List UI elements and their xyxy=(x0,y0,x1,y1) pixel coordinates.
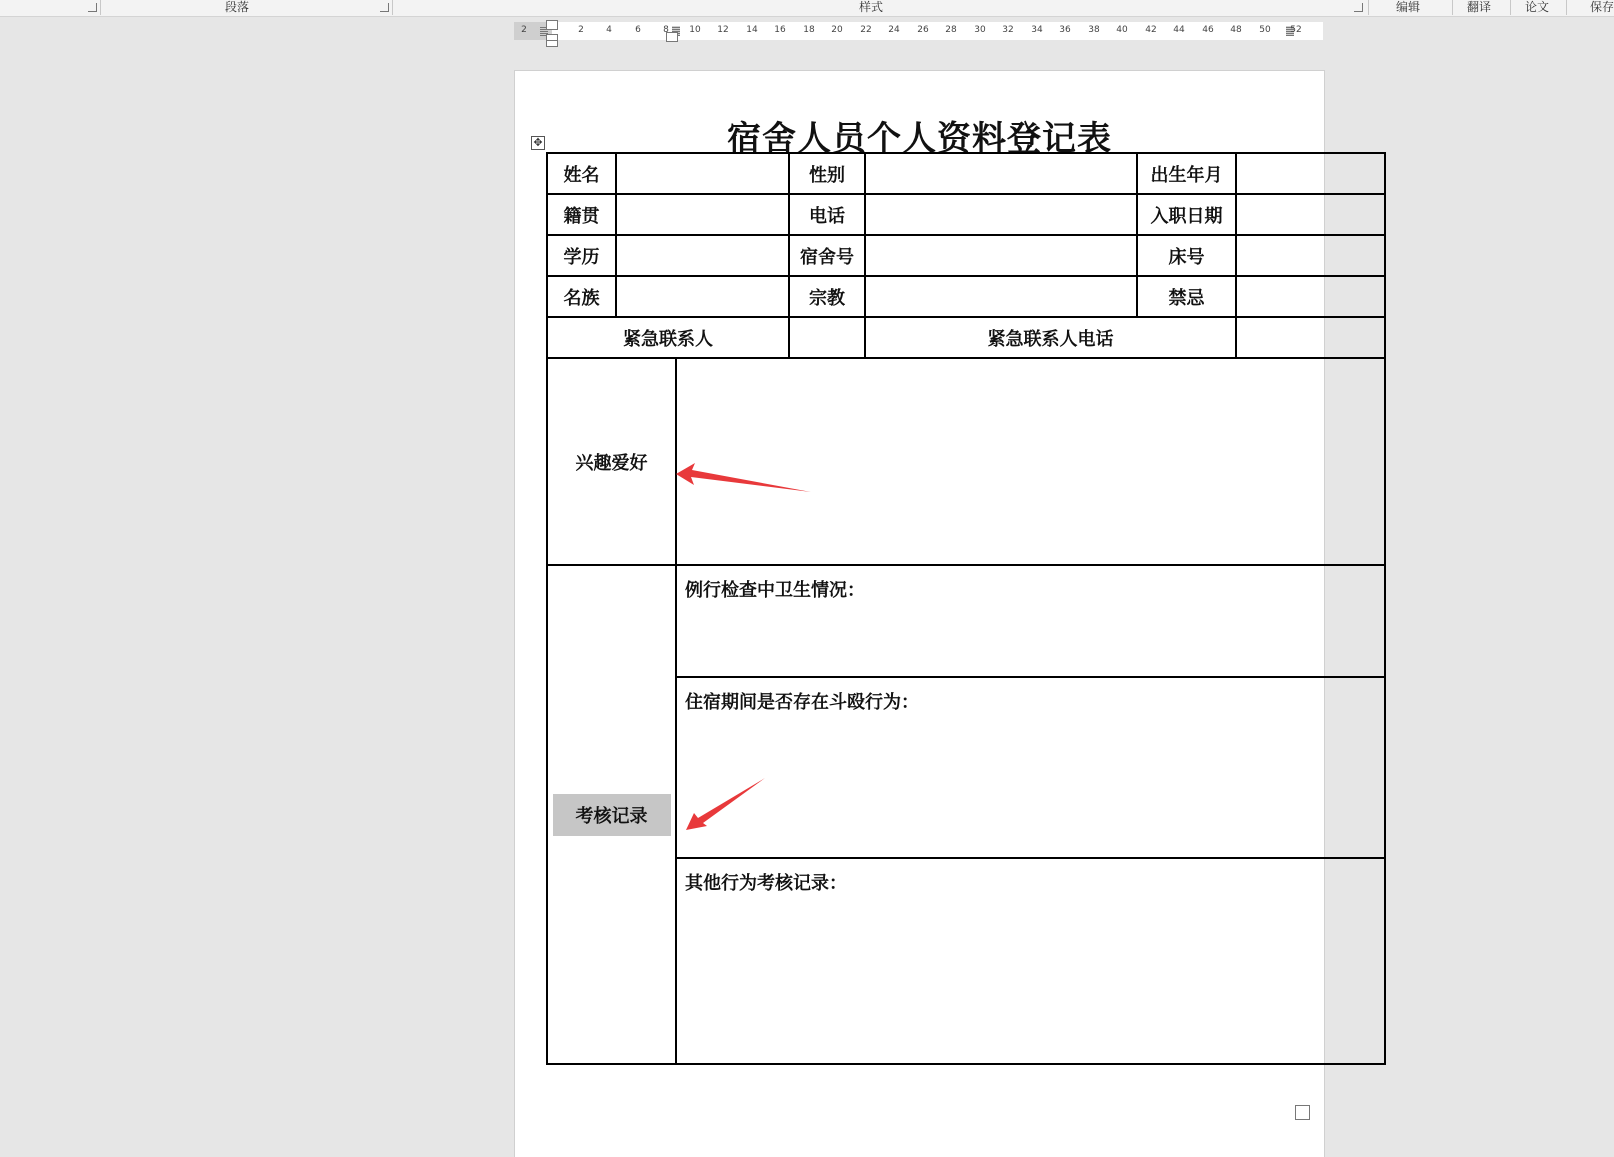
field-taboo[interactable] xyxy=(1236,276,1385,317)
ruler-tick-label: 46 xyxy=(1202,25,1214,35)
ruler-tick-label: 6 xyxy=(635,25,641,35)
ruler-tick-label: 4 xyxy=(606,25,612,35)
first-line-indent-marker[interactable] xyxy=(546,20,558,30)
assessment-label-cell xyxy=(547,565,676,1064)
field-fighting[interactable] xyxy=(676,677,1385,858)
ruler-tick-label: 14 xyxy=(746,25,758,35)
ruler-tick-label: 22 xyxy=(860,25,872,35)
ruler-tick-label: 2 xyxy=(521,25,527,35)
label-emergency-contact: 紧急联系人 xyxy=(547,317,789,358)
label-name: 姓名 xyxy=(547,153,616,194)
ruler-tick-label: 36 xyxy=(1059,25,1071,35)
table-resize-handle[interactable] xyxy=(1295,1105,1310,1120)
field-name[interactable] xyxy=(616,153,789,194)
label-religion: 宗教 xyxy=(789,276,865,317)
ruler-tick-label: 28 xyxy=(945,25,957,35)
annotation-arrow-icon xyxy=(675,461,815,501)
ribbon-group-paragraph: 段落 xyxy=(225,0,250,14)
registration-form-table[interactable] xyxy=(546,152,1386,1065)
ribbon-separator xyxy=(392,0,393,15)
document-title[interactable]: 宿舍人员个人资料登记表 xyxy=(727,119,1112,159)
ruler-tick-label: 12 xyxy=(717,25,729,35)
table-move-handle-icon[interactable]: ✥ xyxy=(531,136,545,150)
field-emergency-contact[interactable] xyxy=(789,317,865,358)
field-phone[interactable] xyxy=(865,194,1137,235)
ruler-tick-label: 40 xyxy=(1116,25,1128,35)
ribbon-separator xyxy=(1510,0,1511,15)
ruler-tick-label: 38 xyxy=(1088,25,1100,35)
ruler-tick-label: 30 xyxy=(974,25,986,35)
field-native-place[interactable] xyxy=(616,194,789,235)
label-ethnicity: 名族 xyxy=(547,276,616,317)
label-education: 学历 xyxy=(547,235,616,276)
label-assessment-selected[interactable]: 考核记录 xyxy=(553,794,671,836)
label-birth: 出生年月 xyxy=(1137,153,1236,194)
ruler-tick-label: 18 xyxy=(803,25,815,35)
ruler-tick-label: 26 xyxy=(917,25,929,35)
ruler-tick-label: 50 xyxy=(1259,25,1271,35)
ruler-tick-label: 52 xyxy=(1290,25,1302,35)
field-hire-date[interactable] xyxy=(1236,194,1385,235)
field-education[interactable] xyxy=(616,235,789,276)
label-hygiene: 例行检查中卫生情况： xyxy=(685,580,865,601)
ribbon-group-edit[interactable]: 编辑 xyxy=(1396,0,1421,14)
ruler-tick-label: 32 xyxy=(1002,25,1014,35)
field-ethnicity[interactable] xyxy=(616,276,789,317)
ruler-tick-label: 10 xyxy=(689,25,701,35)
label-other-assessment: 其他行为考核记录： xyxy=(685,873,847,894)
ribbon-separator xyxy=(1368,0,1369,15)
font-dialog-launcher-icon[interactable] xyxy=(88,3,97,12)
left-indent-marker[interactable] xyxy=(546,40,558,47)
label-native-place: 籍贯 xyxy=(547,194,616,235)
ruler-tick-label: 44 xyxy=(1173,25,1185,35)
ruler-tick-label: 8 xyxy=(663,25,669,35)
label-gender: 性别 xyxy=(789,153,865,194)
ribbon-group-translate[interactable]: 翻译 xyxy=(1467,0,1492,14)
field-dorm-number[interactable] xyxy=(865,235,1137,276)
label-emergency-phone: 紧急联系人电话 xyxy=(865,317,1236,358)
field-other-assessment[interactable] xyxy=(676,858,1385,1064)
styles-dialog-launcher-icon[interactable] xyxy=(1354,3,1363,12)
field-bed-number[interactable] xyxy=(1236,235,1385,276)
field-emergency-phone[interactable] xyxy=(1236,317,1385,358)
label-fighting: 住宿期间是否存在斗殴行为： xyxy=(685,692,919,713)
ruler-tick-label: 48 xyxy=(1230,25,1242,35)
label-hire-date: 入职日期 xyxy=(1137,194,1236,235)
ribbon-group-paper[interactable]: 论文 xyxy=(1525,0,1550,14)
ribbon-separator xyxy=(100,0,101,15)
horizontal-ruler[interactable] xyxy=(514,22,1323,40)
ribbon-group-styles: 样式 xyxy=(859,0,884,14)
ribbon-separator xyxy=(1452,0,1453,15)
ruler-tick-label: 42 xyxy=(1145,25,1157,35)
ribbon-group-save[interactable]: 保存 xyxy=(1590,0,1614,14)
field-religion[interactable] xyxy=(865,276,1137,317)
field-birth[interactable] xyxy=(1236,153,1385,194)
ruler-tick-label: 24 xyxy=(888,25,900,35)
label-taboo: 禁忌 xyxy=(1137,276,1236,317)
document-page[interactable] xyxy=(514,70,1325,1157)
ruler-tick-label: 2 xyxy=(578,25,584,35)
label-phone: 电话 xyxy=(789,194,865,235)
field-gender[interactable] xyxy=(865,153,1137,194)
ruler-tick-label: 16 xyxy=(774,25,786,35)
label-bed-number: 床号 xyxy=(1137,235,1236,276)
field-hygiene[interactable] xyxy=(676,565,1385,677)
label-hobbies: 兴趣爱好 xyxy=(547,358,676,565)
paragraph-dialog-launcher-icon[interactable] xyxy=(380,3,389,12)
label-dorm-number: 宿舍号 xyxy=(789,235,865,276)
ribbon-separator xyxy=(1566,0,1567,15)
ribbon-group-strip xyxy=(0,0,1614,17)
annotation-arrow-icon xyxy=(685,776,775,836)
ruler-tick-label: 34 xyxy=(1031,25,1043,35)
ruler-tick-label: 20 xyxy=(831,25,843,35)
